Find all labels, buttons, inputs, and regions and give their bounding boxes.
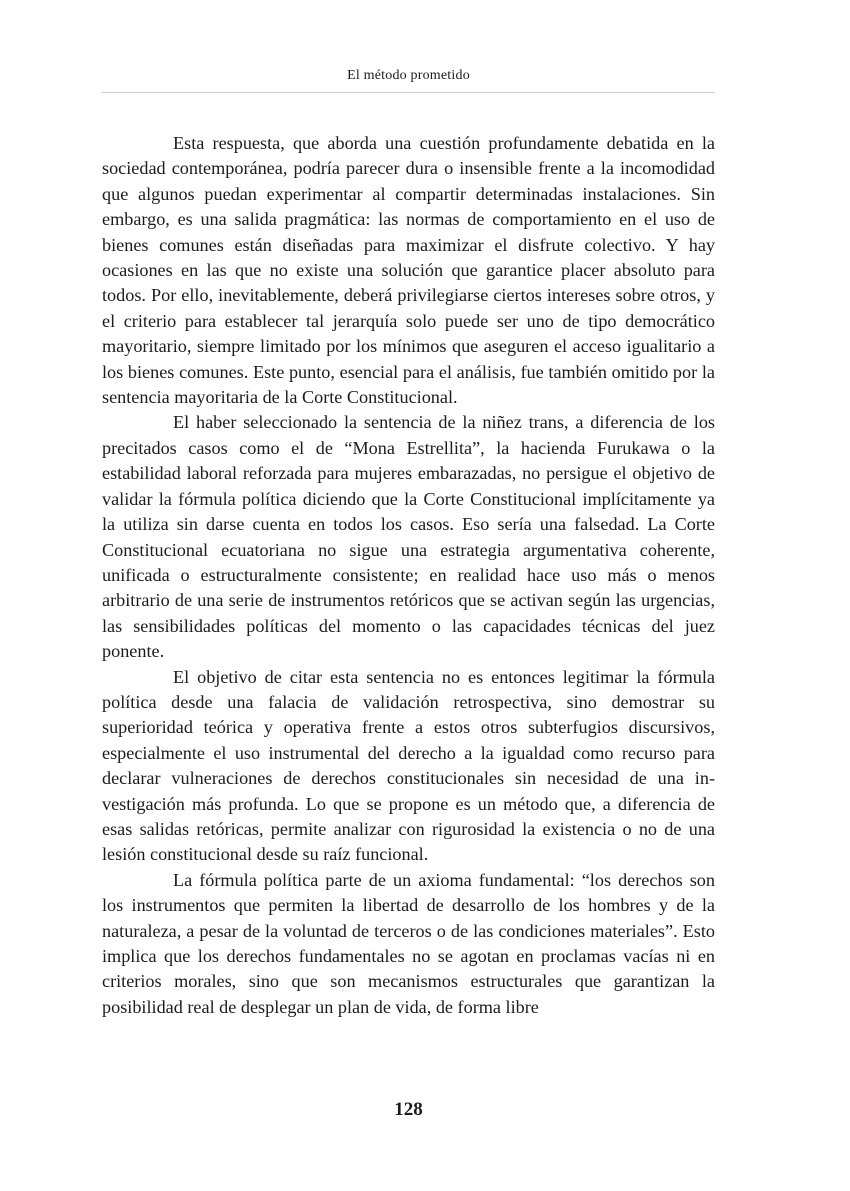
header-rule: [102, 92, 715, 93]
paragraph-3: El objetivo de citar esta sentencia no es entonces legitimar la fórmula política desde una falacia de validación retrospectiva, sino demostrar su superioridad teórica y operativa frente a estos otros subterfugios discursivos, especialmente el uso instrumental del derecho a la igualdad como recurso para declarar vulneraciones de derechos constitucionales sin necesidad de una investigación más profunda. Lo que se propone es un método que, a diferencia de esas salidas retóricas, permite analizar con rigurosidad la existencia o no de una lesión constitucional desde su raíz funcional.: [102, 666, 715, 865]
running-title: El método prometido: [347, 68, 470, 83]
page-number: 128: [394, 1099, 423, 1120]
paragraph-4: La fórmula política parte de un axioma fundamental: “los derechos son los instrumentos que permiten la libertad de desarrollo de los hombres y de la naturaleza, a pesar de la voluntad de terceros o de las condiciones materiales”. Esto implica que los derechos fundamentales no se agotan en proclamas vacías ni en criterios morales, sino que son mecanismos estructurales que garantizan la posibilidad real de desplegar un plan de vida, de forma libre: [102, 869, 715, 1017]
paragraph-1: Esta respuesta, que aborda una cuestión profundamente debatida en la sociedad contemporánea, podría parecer dura o insensible frente a la incomodidad que algunos puedan experimentar al compartir determinadas instalaciones. Sin embargo, es una salida pragmática: las normas de comportamiento en el uso de bienes comunes están diseñadas para maximizar el disfrute colectivo. Y hay ocasiones en las que no existe una solución que garantice placer absoluto para todos. Por ello, inevitablemente, deberá privilegiarse ciertos intereses sobre otros, y el criterio para establecer tal jerarquía solo puede ser uno de tipo democrático mayoritario, siempre limitado por los mínimos que aseguren el acceso igualitario a los bienes comunes. Este punto, esencial para el análisis, fue también omitido por la sentencia mayoritaria de la Corte Constitucional.: [102, 133, 715, 408]
body-text: [102, 131, 715, 1020]
paragraph-2: El haber seleccionado la sentencia de la niñez trans, a diferencia de los precitados casos como el de “Mona Estrellita”, la hacienda Furukawa o la estabilidad laboral reforzada para mujeres embarazadas, no persigue el objetivo de validar la fórmula política diciendo que la Corte Constitucional implícitamente ya la utiliza sin darse cuenta en todos los casos. Eso sería una falsedad. La Corte Constitucional ecuatoriana no sigue una estrategia argumentativa coherente, unificada o estructuralmente consistente; en realidad hace uso más o menos arbitrario de una serie de instrumentos retóricos que se activan según las urgencias, las sensibilidades políticas del momento o las capacidades técnicas del juez ponente.: [102, 412, 715, 662]
